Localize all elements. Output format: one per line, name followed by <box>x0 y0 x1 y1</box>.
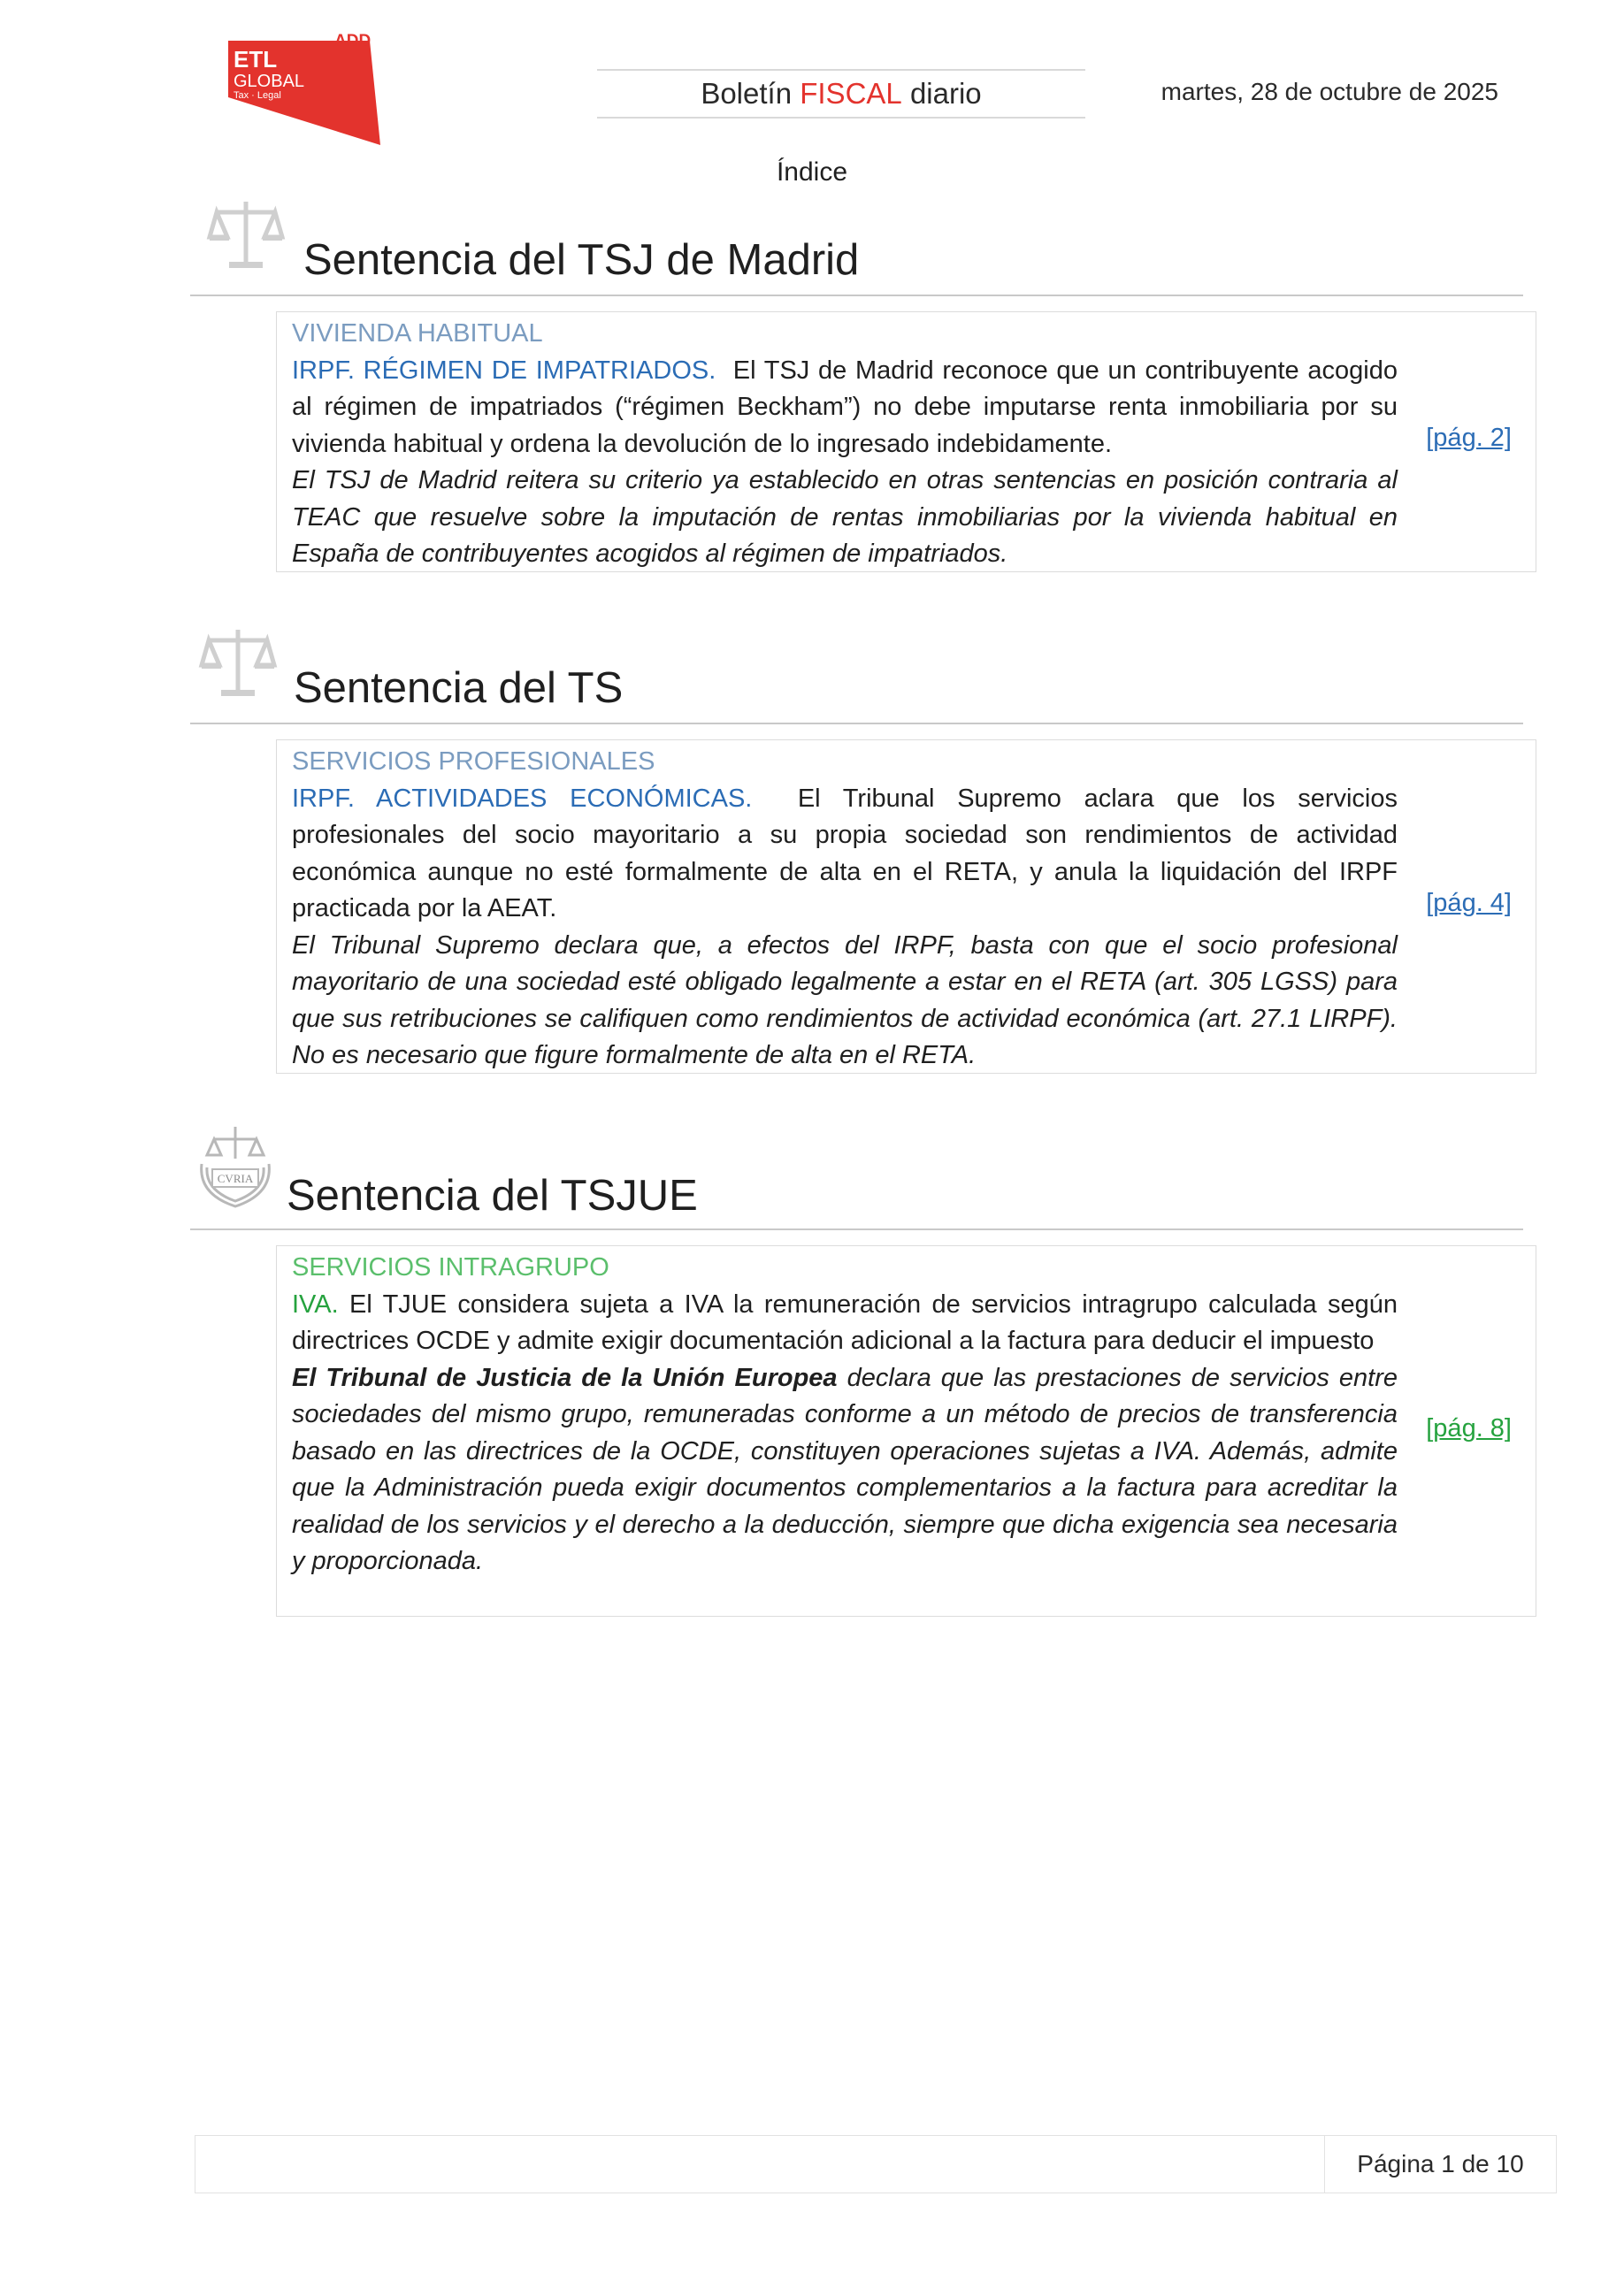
etl-global-logo <box>221 32 380 145</box>
logo-add-text: ADD <box>334 32 372 50</box>
page-link[interactable]: [pág. 2] <box>1426 424 1512 452</box>
index-title: Índice <box>776 157 848 187</box>
article-card <box>276 739 1536 1074</box>
scales-icon <box>198 621 278 700</box>
logo-etl-text: ETL <box>234 46 278 73</box>
article-topic: IVA. <box>292 1290 339 1319</box>
page-link[interactable]: [pág. 8] <box>1426 1414 1512 1443</box>
article-text <box>292 316 1398 573</box>
logo-global-text: GLOBAL <box>234 72 305 91</box>
section-title: Sentencia del TSJUE <box>287 1172 698 1220</box>
bulletin-title-prefix: Boletín <box>701 77 793 110</box>
section-title: Sentencia del TS <box>294 664 624 712</box>
article-card <box>276 1245 1536 1617</box>
article-detail: declara que las prestaciones de servicios entre sociedades del mismo grupo, remuneradas conforme a un método de precios de transferencia basado en las directrices de la OCDE, constituyen operaciones sujetas a IVA. Además, admite que la Administración pueda exigir documentos complementarios a la factura para acreditar la realidad de los servicios y el derecho a la deducción, siempre que dicha exigencia sea necesaria y proporcionada. <box>292 1363 1398 1575</box>
article-text <box>292 744 1398 1075</box>
article-category: VIVIENDA HABITUAL <box>292 319 543 348</box>
bulletin-date: martes, 28 de octubre de 2025 <box>1161 78 1498 105</box>
article-summary: El Tribunal Supremo aclara que los servicios profesionales del socio mayoritario a su propia sociedad son rendimientos de actividad económica aunque no esté formalmente de alta en el RETA, y anula la liquidación del IRPF practicada por la AEAT. <box>292 784 1398 922</box>
article-topic: IRPF. ACTIVIDADES ECONÓMICAS. <box>292 784 753 813</box>
article-detail: El TSJ de Madrid reitera su criterio ya establecido en otras sentencias en posición contraria al TEAC que resuelve sobre la imputación de rentas inmobiliarias por la vivienda habitual en España de contribuyentes acogidos al régimen de impatriados. <box>292 466 1398 568</box>
article-category: SERVICIOS INTRAGRUPO <box>292 1253 609 1282</box>
scales-icon <box>206 193 286 272</box>
logo-tag-text: Tax · Legal <box>234 90 281 101</box>
section-title: Sentencia del TSJ de Madrid <box>303 236 860 284</box>
article-category: SERVICIOS PROFESIONALES <box>292 747 655 776</box>
section-divider <box>190 723 1523 724</box>
article-summary: El TJUE considera sujeta a IVA la remuneración de servicios intragrupo calculada según directrices OCDE y admite exigir documentación adicional a la factura para deducir el impuesto <box>292 1290 1398 1355</box>
bulletin-title-highlight: FISCAL <box>800 77 902 110</box>
curia-emblem-text: CVRIA <box>217 1172 254 1185</box>
article-detail: El Tribunal Supremo declara que, a efectos del IRPF, basta con que el socio profesional mayoritario de una sociedad esté obligado legalmente a estar en el RETA (art. 305 LGSS) para que sus retribuciones se califiquen como rendimientos de actividad económica (art. 27.1 LIRPF). No es necesario que figure formalmente de alta en el RETA. <box>292 930 1398 1069</box>
page-link[interactable]: [pág. 4] <box>1426 889 1512 917</box>
article-detail-emphasis: El Tribunal de Justicia de la Unión Europea <box>292 1363 838 1392</box>
article-text <box>292 1250 1398 1580</box>
section-divider <box>190 1228 1523 1230</box>
article-topic: IRPF. RÉGIMEN DE IMPATRIADOS. <box>292 356 716 385</box>
article-card <box>276 311 1536 572</box>
bulletin-title <box>597 69 1085 119</box>
article-summary: El TSJ de Madrid reconoce que un contribuyente acogido al régimen de impatriados (“régimen Beckham”) no debe imputarse renta inmobiliaria por su vivienda habitual y ordena la devolución de lo ingresado indebidamente. <box>292 356 1398 458</box>
curia-emblem-icon <box>195 1123 276 1212</box>
bulletin-title-suffix: diario <box>909 77 982 110</box>
section-divider <box>190 295 1523 296</box>
page-number: Página 1 de 10 <box>1357 2150 1524 2177</box>
